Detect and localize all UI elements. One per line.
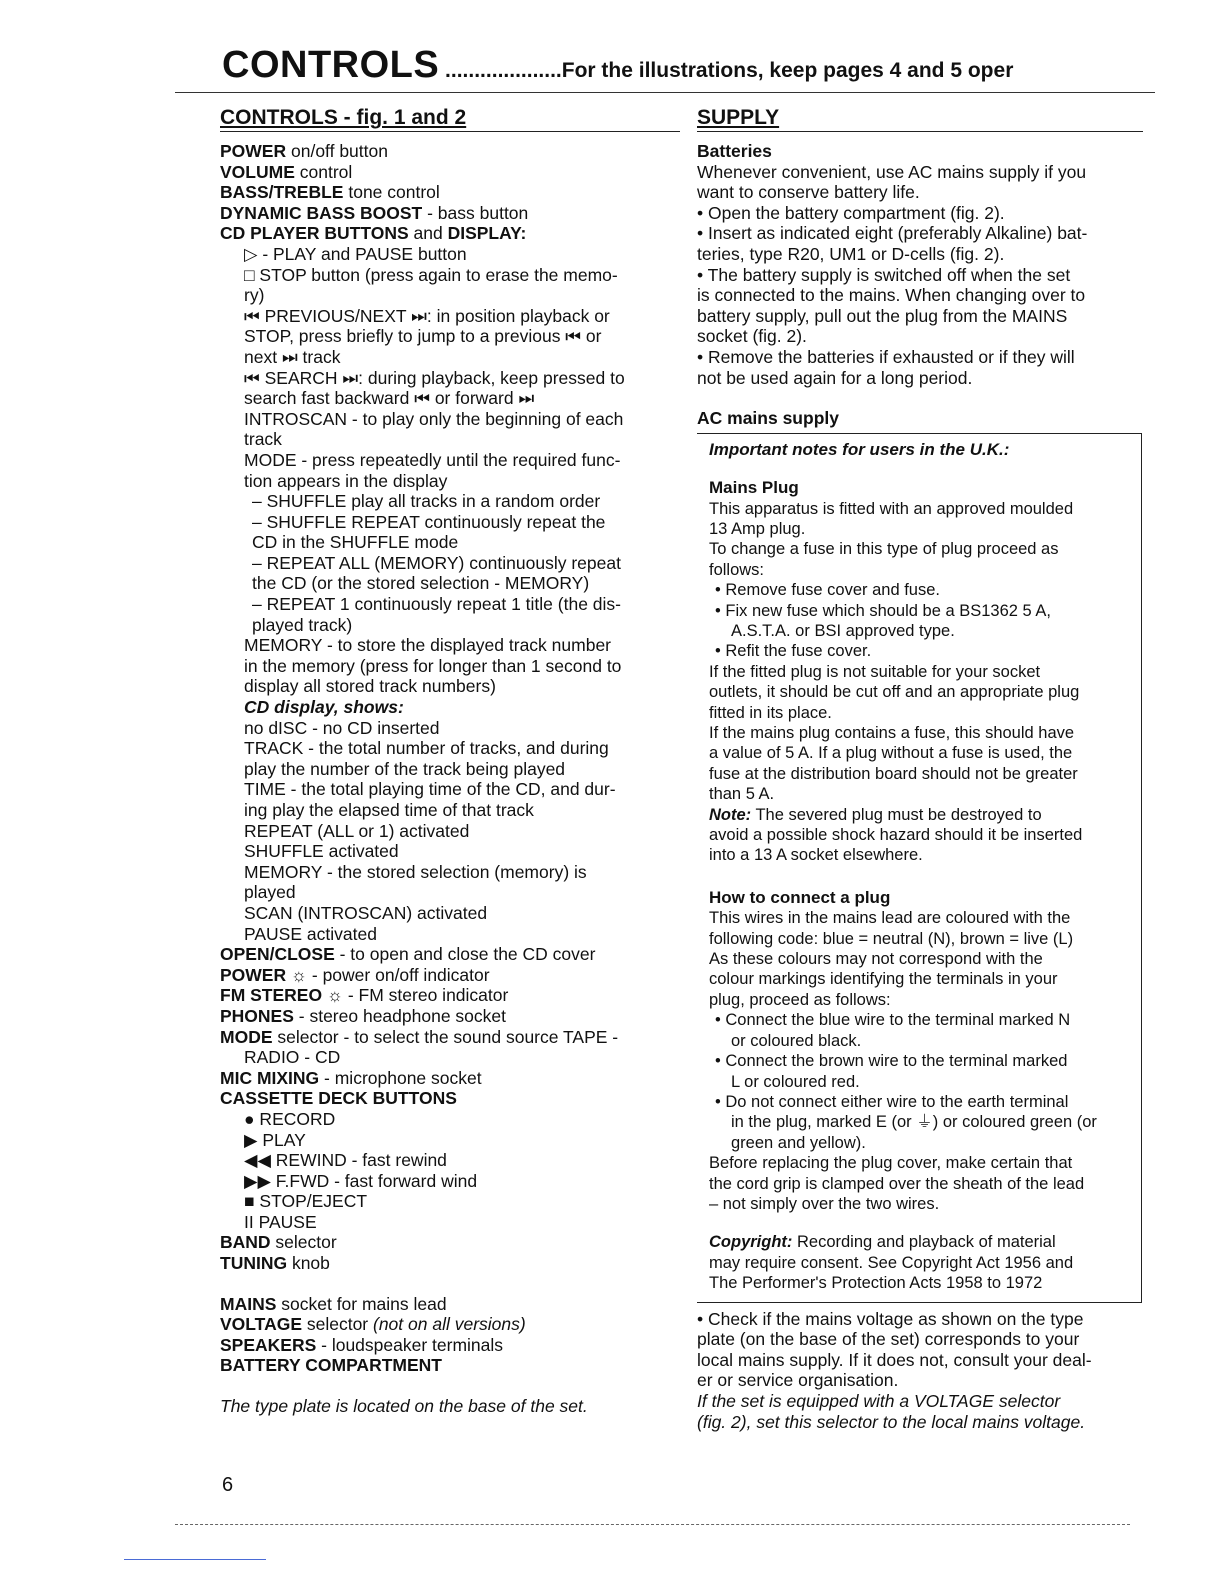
line-text: no dISC - no CD inserted	[244, 717, 440, 738]
line-text: tion appears in the display	[244, 470, 448, 491]
connect-plug-text	[709, 908, 1135, 1214]
control-item	[220, 800, 680, 821]
bold-term: VOLTAGE	[220, 1314, 302, 1335]
line-text: – REPEAT 1 continuously repeat 1 title (the dis-	[252, 594, 621, 615]
ac-mains-heading: AC mains supply	[697, 408, 839, 429]
connect-plug-line	[709, 1072, 1135, 1092]
connect-plug-line	[709, 908, 1135, 928]
line-text: a value of 5 A. If a plug without a fuse is used, the	[709, 744, 1073, 763]
line-text: ⏮ SEARCH ⏭: during playback, keep pressed to	[244, 367, 625, 388]
connect-plug-line	[709, 929, 1135, 949]
line-text: avoid a possible shock hazard should it be inserted	[709, 826, 1083, 845]
control-item	[220, 635, 680, 656]
bold-term: CD PLAYER BUTTONS	[220, 223, 409, 244]
line-text: Recording and playback of material	[792, 1233, 1056, 1252]
line-text: ● RECORD	[244, 1108, 336, 1129]
line-text: may require consent. See Copyright Act 1956 and	[709, 1253, 1074, 1272]
line-text: II PAUSE	[244, 1211, 317, 1232]
bold-term: BAND	[220, 1232, 271, 1253]
bold-term: SPEAKERS	[220, 1334, 317, 1355]
line-text: track	[244, 429, 282, 450]
scan-edge-line	[124, 1559, 266, 1560]
control-item	[220, 1109, 680, 1130]
control-item	[220, 1027, 680, 1048]
line-text: play the number of the track being played	[244, 758, 566, 779]
line-text: • Connect the blue wire to the terminal marked N	[715, 1011, 1071, 1030]
control-item	[220, 1314, 680, 1335]
control-item	[220, 1088, 680, 1109]
line-text: socket for mains lead	[276, 1293, 447, 1314]
connect-plug-line	[709, 1051, 1135, 1071]
italic-text: The type plate is located on the base of the set.	[220, 1396, 588, 1417]
line-text: • Remove fuse cover and fuse.	[715, 581, 940, 600]
batteries-heading: Batteries	[697, 141, 772, 161]
footer-rule	[175, 1524, 1130, 1525]
line-text: in the memory (press for longer than 1 second to	[244, 655, 622, 676]
mains-plug-line	[709, 621, 1135, 641]
spacer	[220, 1274, 680, 1294]
title-leader: ....................	[439, 59, 562, 82]
line-text: display all stored track numbers)	[244, 676, 496, 697]
line-text: Before replacing the plug cover, make certain that	[709, 1154, 1073, 1173]
control-item	[220, 965, 680, 986]
control-item	[220, 759, 680, 780]
mains-plug-line	[709, 519, 1135, 539]
header-rule	[175, 92, 1155, 93]
line-text: The Performer's Protection Acts 1958 to 1972	[709, 1274, 1043, 1293]
control-item	[220, 1130, 680, 1151]
line-text: PAUSE activated	[244, 923, 377, 944]
header-subtitle: For the illustrations, keep pages 4 and 5 oper	[561, 59, 1014, 82]
line-text: knob	[287, 1253, 330, 1274]
control-item	[220, 1047, 680, 1068]
line-text: STOP, press briefly to jump to a previous ⏮ or	[244, 326, 602, 347]
line-text: - microphone socket	[319, 1067, 482, 1088]
line-text: – not simply over the two wires.	[709, 1194, 940, 1213]
mains-plug-line	[709, 560, 1135, 580]
bold-term: MIC MIXING	[220, 1067, 320, 1088]
line-text: If the mains plug contains a fuse, this should have	[709, 724, 1075, 742]
connect-plug-line	[709, 1133, 1135, 1153]
bold-term: OPEN/CLOSE	[220, 944, 335, 965]
mains-plug-line	[709, 805, 1135, 825]
connect-plug-line	[709, 1112, 1135, 1132]
control-item	[220, 594, 680, 615]
line-text: and	[408, 223, 448, 244]
line-text: selector - to select the sound source TAPE -	[272, 1026, 619, 1047]
control-item	[220, 368, 680, 389]
line-text: into a 13 A socket elsewhere.	[709, 846, 923, 865]
line-text: L or coloured red.	[731, 1072, 860, 1091]
line-text: INTROSCAN - to play only the beginning of each	[244, 408, 624, 429]
connect-plug-line	[709, 1174, 1135, 1194]
bold-term: POWER	[220, 141, 287, 161]
line-text: TIME - the total playing time of the CD, and dur-	[244, 779, 616, 800]
control-item	[220, 409, 680, 430]
batteries-line: • Open the battery compartment (fig. 2).	[697, 202, 1005, 223]
control-item	[220, 718, 680, 739]
line-text: – REPEAT ALL (MEMORY) continuously repeat	[252, 552, 621, 573]
bold-term: VOLUME	[220, 161, 295, 182]
line-text: in the plug, marked E (or ⏚) or coloured green (or	[731, 1113, 1097, 1132]
bold-term: BATTERY COMPARTMENT	[220, 1355, 442, 1376]
line-text: SCAN (INTROSCAN) activated	[244, 902, 488, 923]
line-text: following code: blue = neutral (N), brown = live (L)	[709, 929, 1074, 948]
connect-plug-line	[709, 1031, 1135, 1051]
control-item	[220, 862, 680, 883]
mains-plug-heading: Mains Plug	[709, 478, 799, 498]
line-text: As these colours may not correspond with the	[709, 950, 1043, 969]
copyright-line	[709, 1273, 1135, 1293]
control-item	[220, 1335, 680, 1356]
control-item	[220, 182, 680, 203]
control-item	[220, 779, 680, 800]
connect-plug-heading: How to connect a plug	[709, 887, 891, 907]
control-item	[220, 1191, 680, 1212]
line-text: plate (on the base of the set) corresponds to your	[697, 1329, 1080, 1350]
line-text: control	[294, 161, 353, 182]
batteries-line: • Remove the batteries if exhausted or if they will	[697, 346, 1075, 367]
control-item	[220, 326, 680, 347]
voltage-check-line	[697, 1412, 1143, 1433]
line-text: MODE - press repeatedly until the required func-	[244, 449, 621, 470]
bold-italic-term: CD display, shows:	[244, 697, 404, 718]
copyright-note	[709, 1232, 1135, 1293]
line-text: 13 Amp plug.	[709, 519, 806, 538]
control-item	[220, 656, 680, 677]
line-text: • Refit the fuse cover.	[715, 642, 872, 661]
line-text: MEMORY - to store the displayed track number	[244, 635, 612, 656]
control-item	[220, 1171, 680, 1192]
batteries-line: • The battery supply is switched off when the set	[697, 264, 1071, 285]
control-item	[220, 306, 680, 327]
line-text: er or service organisation.	[697, 1370, 899, 1391]
controls-column	[220, 106, 680, 1417]
bold-term: BASS/TREBLE	[220, 182, 344, 203]
control-item	[220, 841, 680, 862]
line-text: SHUFFLE activated	[244, 841, 399, 862]
copyright-line	[709, 1232, 1135, 1252]
connect-plug-line	[709, 990, 1135, 1010]
mains-plug-line	[709, 682, 1135, 702]
mains-plug-line	[709, 723, 1135, 743]
mains-plug-line	[709, 601, 1135, 621]
control-item	[220, 573, 680, 594]
line-text: CD in the SHUFFLE mode	[252, 532, 459, 553]
mains-plug-line	[709, 743, 1135, 763]
line-text: RADIO - CD	[244, 1047, 341, 1068]
control-item	[220, 1150, 680, 1171]
line-text: - loudspeaker terminals	[316, 1334, 504, 1355]
mains-plug-line	[709, 539, 1135, 559]
voltage-check-line	[697, 1309, 1143, 1330]
line-text: next ⏭ track	[244, 346, 341, 367]
line-text: ▶▶ F.FWD - fast forward wind	[244, 1170, 478, 1191]
control-item	[220, 676, 680, 697]
control-item	[220, 1212, 680, 1233]
voltage-check-line	[697, 1329, 1143, 1350]
line-text: played track)	[252, 614, 353, 635]
control-item	[220, 882, 680, 903]
control-item	[220, 244, 680, 265]
line-text: selector	[270, 1232, 337, 1253]
control-item	[220, 450, 680, 471]
line-text: played	[244, 882, 296, 903]
line-text: outlets, it should be cut off and an appropriate plug	[709, 683, 1080, 702]
line-text: ☼ - FM stereo indicator	[322, 985, 509, 1006]
control-item	[220, 553, 680, 574]
line-text: ☼ - power on/off indicator	[286, 964, 490, 985]
line-text: tone control	[343, 182, 440, 203]
connect-plug-line	[709, 1010, 1135, 1030]
spacer	[220, 1376, 680, 1396]
line-text: This wires in the mains lead are coloured with the	[709, 909, 1071, 928]
line-text: - bass button	[422, 202, 529, 223]
connect-plug-line	[709, 949, 1135, 969]
batteries-line: not be used again for a long period.	[697, 367, 973, 388]
italic-text: (fig. 2), set this selector to the local mains voltage.	[697, 1411, 1086, 1432]
line-text: ▶ PLAY	[244, 1129, 306, 1150]
control-item	[220, 532, 680, 553]
voltage-check-line	[697, 1391, 1143, 1412]
mains-plug-line	[709, 845, 1135, 865]
supply-column	[697, 106, 1143, 1432]
line-text: on/off button	[286, 141, 388, 161]
batteries-line: is connected to the mains. When changing over to	[697, 285, 1086, 306]
control-item	[220, 697, 680, 718]
line-text: fitted in its place.	[709, 703, 832, 722]
control-item	[220, 1396, 680, 1417]
line-text: □ STOP button (press again to erase the memo-	[244, 264, 618, 285]
line-text: than 5 A.	[709, 785, 775, 804]
mains-plug-line	[709, 825, 1135, 845]
control-item	[220, 347, 680, 368]
line-text: REPEAT (ALL or 1) activated	[244, 820, 470, 841]
bold-term: MODE	[220, 1026, 273, 1047]
uk-notes-title: Important notes for users in the U.K.:	[709, 439, 1010, 459]
page-title: CONTROLS	[222, 44, 440, 86]
mains-plug-line	[709, 764, 1135, 784]
mains-plug-line	[709, 662, 1135, 682]
line-text: • Check if the mains voltage as shown on the type	[697, 1308, 1084, 1329]
line-text: the cord grip is clamped over the sheath of the lead	[709, 1174, 1085, 1193]
batteries-line: teries, type R20, UM1 or D-cells (fig. 2).	[697, 243, 1005, 264]
italic-text: If the set is equipped with a VOLTAGE selector	[697, 1390, 1061, 1411]
line-text: green and yellow).	[731, 1133, 866, 1152]
uk-notes-box	[697, 433, 1142, 1303]
line-text: A.S.T.A. or BSI approved type.	[731, 621, 955, 640]
connect-plug-line	[709, 1194, 1135, 1214]
control-item	[220, 924, 680, 945]
line-text: ⏮ PREVIOUS/NEXT ⏭: in position playback or	[244, 305, 610, 326]
controls-section-title: CONTROLS - fig. 1 and 2	[220, 106, 680, 132]
line-text: MEMORY - the stored selection (memory) is	[244, 861, 587, 882]
controls-list	[220, 141, 680, 1417]
line-text: ■ STOP/EJECT	[244, 1191, 368, 1212]
line-text: The severed plug must be destroyed to	[751, 805, 1042, 824]
line-text: search fast backward ⏮ or forward ⏭	[244, 388, 535, 409]
page-number: 6	[222, 1474, 234, 1496]
voltage-check-line	[697, 1370, 1143, 1391]
line-text: fuse at the distribution board should not be greater	[709, 764, 1078, 783]
control-item	[220, 471, 680, 492]
control-item	[220, 903, 680, 924]
line-text: - stereo headphone socket	[293, 1005, 506, 1026]
mains-plug-line	[709, 703, 1135, 723]
page-header	[222, 44, 1152, 90]
control-item	[220, 388, 680, 409]
copyright-line	[709, 1253, 1135, 1273]
bold-term: CASSETTE DECK BUTTONS	[220, 1088, 457, 1109]
batteries-text	[697, 162, 1143, 389]
control-item	[220, 1355, 680, 1376]
control-item	[220, 1253, 680, 1274]
line-text: colour markings identifying the terminals in your	[709, 970, 1058, 989]
control-item	[220, 203, 680, 224]
control-item	[220, 265, 680, 286]
voltage-check-line	[697, 1350, 1143, 1371]
line-text: ◀◀ REWIND - fast rewind	[244, 1150, 447, 1171]
line-text: • Do not connect either wire to the earth terminal	[715, 1092, 1069, 1111]
control-item	[220, 162, 680, 183]
control-item	[220, 985, 680, 1006]
line-text: the CD (or the stored selection - MEMORY)	[252, 573, 590, 594]
bold-italic-term: Copyright:	[709, 1233, 793, 1252]
control-item	[220, 1232, 680, 1253]
bold-term: POWER	[220, 964, 287, 985]
line-text: local mains supply. If it does not, consult your deal-	[697, 1349, 1092, 1370]
control-item	[220, 615, 680, 636]
bold-term: TUNING	[220, 1253, 288, 1274]
batteries-line: • Insert as indicated eight (preferably Alkaline) bat-	[697, 223, 1088, 244]
bold-italic-term: Note:	[709, 805, 752, 824]
control-item	[220, 285, 680, 306]
control-item	[220, 512, 680, 533]
mains-plug-line	[709, 641, 1135, 661]
connect-plug-line	[709, 969, 1135, 989]
mains-plug-text	[709, 499, 1135, 866]
line-text: • Fix new fuse which should be a BS1362 5 A,	[715, 601, 1051, 620]
line-text: - to open and close the CD cover	[334, 944, 596, 965]
line-text: – SHUFFLE REPEAT continuously repeat the	[252, 511, 606, 532]
control-item	[220, 141, 680, 162]
batteries-line: want to conserve battery life.	[697, 182, 920, 203]
mains-plug-line	[709, 580, 1135, 600]
mains-plug-line	[709, 784, 1135, 804]
control-item	[220, 1006, 680, 1027]
batteries-line: Whenever convenient, use AC mains supply if you	[697, 161, 1087, 182]
supply-section-title: SUPPLY	[697, 106, 1143, 132]
control-item	[220, 1294, 680, 1315]
line-text: – SHUFFLE play all tracks in a random order	[252, 491, 601, 512]
line-text: ▷ - PLAY and PAUSE button	[244, 243, 467, 264]
control-item	[220, 944, 680, 965]
line-text: TRACK - the total number of tracks, and during	[244, 738, 609, 759]
line-text: plug, proceed as follows:	[709, 990, 891, 1009]
line-text: To change a fuse in this type of plug proceed as	[709, 540, 1059, 559]
connect-plug-line	[709, 1092, 1135, 1112]
control-item	[220, 491, 680, 512]
bold-term: FM STEREO	[220, 985, 323, 1006]
batteries-line: battery supply, pull out the plug from the MAINS	[697, 305, 1068, 326]
voltage-check-text	[697, 1309, 1143, 1433]
mains-plug-line	[709, 499, 1135, 519]
bold-term: MAINS	[220, 1293, 277, 1314]
line-text: ing play the elapsed time of that track	[244, 800, 534, 820]
line-text: If the fitted plug is not suitable for your socket	[709, 662, 1041, 681]
italic-text: (not on all versions)	[373, 1314, 526, 1335]
control-item	[220, 1068, 680, 1089]
control-item	[220, 738, 680, 759]
connect-plug-line	[709, 1153, 1135, 1173]
line-text: ry)	[244, 285, 265, 306]
line-text: This apparatus is fitted with an approved moulded	[709, 499, 1074, 518]
control-item	[220, 821, 680, 842]
control-item	[220, 223, 680, 244]
bold-term: DISPLAY:	[447, 223, 527, 244]
batteries-line: socket (fig. 2).	[697, 326, 807, 347]
line-text: or coloured black.	[731, 1031, 862, 1050]
line-text: selector	[302, 1314, 373, 1335]
line-text: • Connect the brown wire to the terminal marked	[715, 1052, 1068, 1071]
control-item	[220, 429, 680, 450]
bold-term: PHONES	[220, 1005, 294, 1026]
bold-term: DYNAMIC BASS BOOST	[220, 202, 423, 223]
line-text: follows:	[709, 560, 765, 579]
